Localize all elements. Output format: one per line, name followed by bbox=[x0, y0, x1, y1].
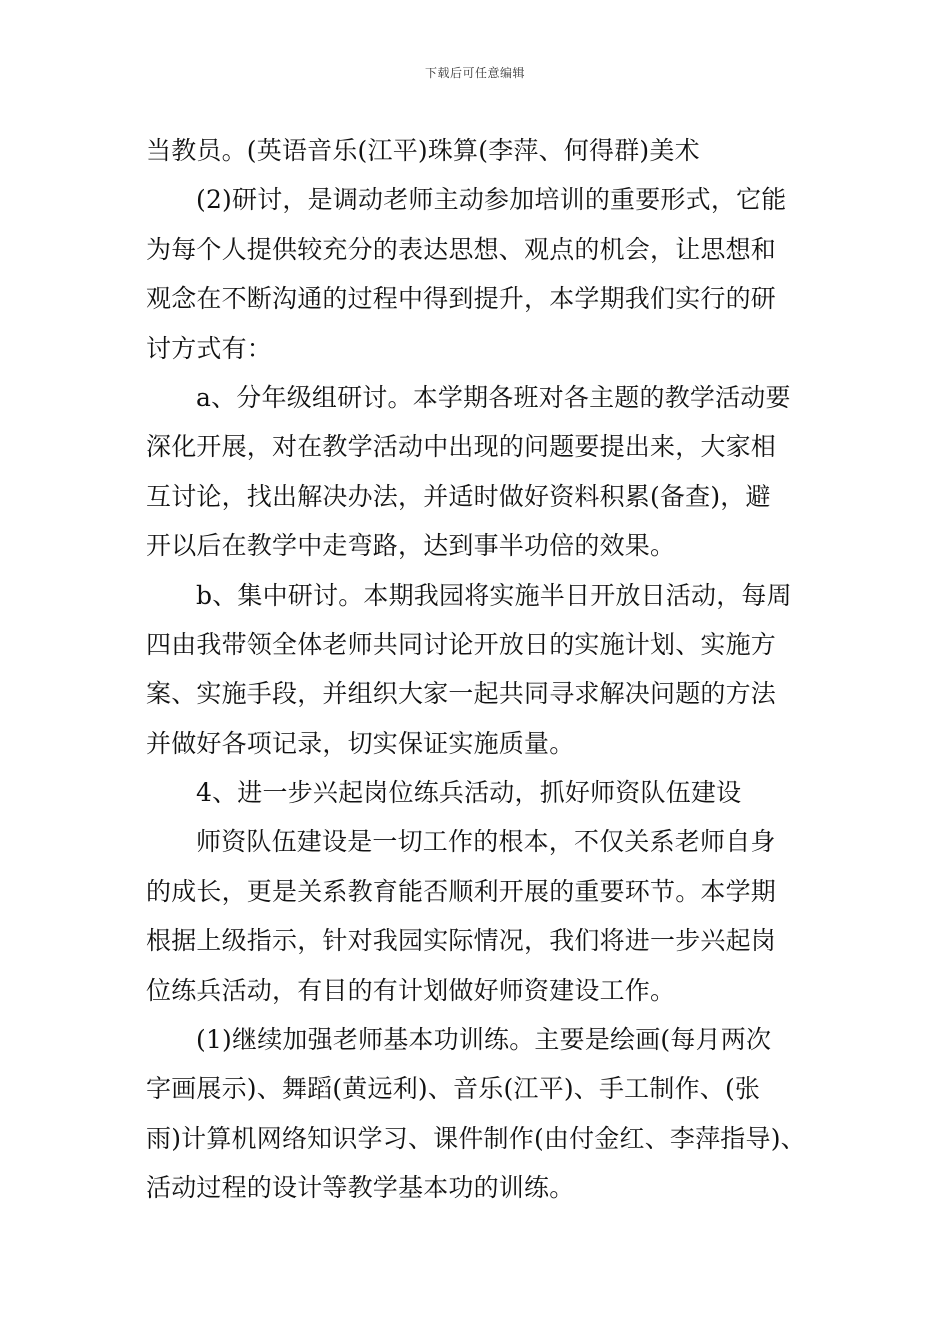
page-header: 下载后可任意编辑 bbox=[424, 66, 525, 80]
text-line: 观念在不断沟通的过程中得到提升，本学期我们实行的研 bbox=[146, 284, 777, 314]
paragraph-start: a、分年级组研讨。本学期各班对各主题的教学活动要 bbox=[196, 382, 791, 412]
text-line: 位练兵活动，有目的有计划做好师资建设工作。 bbox=[146, 975, 676, 1005]
text-line: 的成长，更是关系教育能否顺利开展的重要环节。本学期 bbox=[146, 876, 777, 906]
text-line: 雨)计算机网络知识学习、课件制作(由付金红、李萍指导)、 bbox=[146, 1123, 806, 1153]
text-line: 互讨论，找出解决办法，并适时做好资料积累(备查)，避 bbox=[146, 481, 771, 511]
text-line: 讨方式有： bbox=[146, 333, 273, 363]
text-line: 开以后在教学中走弯路，达到事半功倍的效果。 bbox=[146, 531, 676, 561]
section-heading: 4、进一步兴起岗位练兵活动，抓好师资队伍建设 bbox=[196, 778, 742, 808]
text-line: 四由我带领全体老师共同讨论开放日的实施计划、实施方 bbox=[146, 629, 777, 659]
text-line: 活动过程的设计等教学基本功的训练。 bbox=[146, 1173, 575, 1203]
text-line: 根据上级指示，针对我园实际情况，我们将进一步兴起岗 bbox=[146, 926, 777, 956]
paragraph-start: (2)研讨，是调动老师主动参加培训的重要形式，它能 bbox=[196, 185, 787, 215]
text-line: 为每个人提供较充分的表达思想、观点的机会，让思想和 bbox=[146, 234, 777, 264]
text-line: 当教员。(英语音乐(江平)珠算(李萍、何得群)美术 bbox=[146, 136, 700, 165]
document-body bbox=[146, 126, 816, 1213]
text-line: 深化开展，对在教学活动中出现的问题要提出来，大家相 bbox=[146, 432, 777, 462]
text-line: 并做好各项记录，切实保证实施质量。 bbox=[146, 728, 575, 758]
paragraph-start: 师资队伍建设是一切工作的根本，不仅关系老师自身 bbox=[196, 827, 776, 857]
text-line: 字画展示)、舞蹈(黄远利)、音乐(江平)、手工制作、(张 bbox=[146, 1074, 761, 1104]
text-line: 案、实施手段，并组织大家一起共同寻求解决问题的方法 bbox=[146, 679, 777, 709]
paragraph-start: (1)继续加强老师基本功训练。主要是绘画(每月两次 bbox=[196, 1025, 772, 1055]
paragraph-start: b、集中研讨。本期我园将实施半日开放日活动，每周 bbox=[196, 580, 792, 610]
